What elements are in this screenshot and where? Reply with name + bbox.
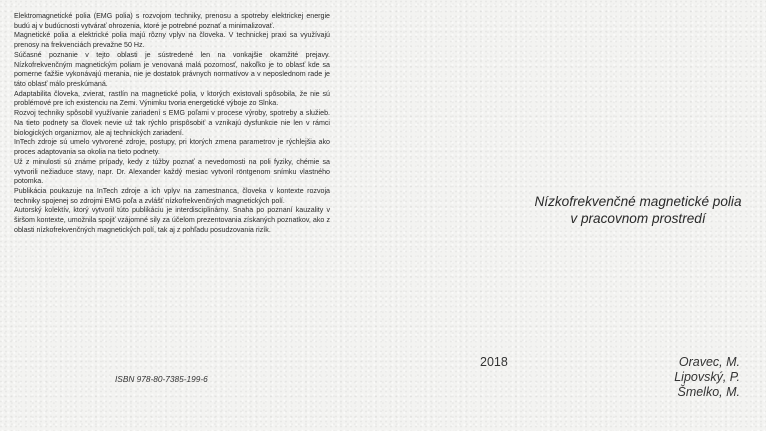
book-title-line: Nízkofrekvenčné magnetické polia xyxy=(534,194,742,209)
front-cover xyxy=(383,0,766,431)
blurb-paragraph: Autorský kolektív, ktorý vytvoril túto publikáciu je interdisciplinárny. Snaha po poznaní kauzality v širšom kontexte, umožnila spojiť vzájomné sily za účelom prezentovania získaných poznatkov, ako z oblasti nízkofrekvenčných magnetických polí, tak aj z pohľadu posudzovania rizík. xyxy=(14,206,330,234)
blurb-paragraph: InTech zdroje sú umelo vytvorené zdroje, postupy, pri ktorých zmena parametrov je rýchlejšia ako proces adaptovania sa okolia na tieto podnety. xyxy=(14,138,330,157)
blurb-paragraph: Magnetické polia a elektrické polia majú rôzny vplyv na človeka. V technickej praxi sa využívajú prenosy na frekvenciách prevažne 50 Hz. xyxy=(14,31,330,50)
back-cover-blurb xyxy=(14,12,330,236)
book-title-line: v pracovnom prostredí xyxy=(570,211,706,226)
blurb-paragraph: Publikácia poukazuje na InTech zdroje a ich vplyv na zamestnanca, človeka v kontexte rozvoja techniky spojenej so zdrojmi EMG poľa a zvlášť nízkofrekvenčných magnetických polí. xyxy=(14,186,330,205)
author-name: Lipovský, P. xyxy=(674,370,740,384)
blurb-paragraph: Rozvoj techniky spôsobil využívanie zariadení s EMG poľami v procese výroby, spotreby a služieb. Na tieto podnety sa človek nevie už tak rýchlo prispôsobiť a vznikajú dysfunkcie nie len v rámci biologických organizmov, ale aj technických zariadení. xyxy=(14,109,330,137)
blurb-paragraph: Súčasné poznanie v tejto oblasti je sústredené len na vonkajšie okamžité prejavy. Nízkofrekvenčným magnetickým poliam je venovaná malá pozornosť, nakoľko je to oblasť kde sa pomerne ťažšie vykonávajú merania, nie je dostatok právnych normatívov a v neposlednom rade je táto oblasť málo preskúmaná. xyxy=(14,50,330,89)
author-list xyxy=(674,355,740,400)
book-title xyxy=(483,193,766,227)
author-name: Šmelko, M. xyxy=(677,385,740,399)
isbn-number: ISBN 978-80-7385-199-6 xyxy=(115,374,208,384)
blurb-paragraph: Elektromagnetické polia (EMG polia) s rozvojom techniky, prenosu a spotreby elektrickej energie budú aj v budúcnosti vytvárať ohrozenia, ktoré je potrebné poznať a minimalizovať. xyxy=(14,12,330,30)
blurb-paragraph: Adaptabilita človeka, zvierat, rastlín na magnetické polia, v ktorých existovali spôsobila, že nie sú problémové pre ich existenciu na Zemi. Výnimku tvoria energetické výboje zo Slnka. xyxy=(14,89,330,108)
author-name: Oravec, M. xyxy=(678,355,740,369)
blurb-paragraph: Už z minulosti sú známe prípady, kedy z túžby poznať a nevedomosti na poli fyziky, chémie sa vytvorili nežiaduce stavy, napr. Dr. Alexander každý mesiac vytvoril röntgenom snímku vlastného potomka. xyxy=(14,157,330,186)
publication-year: 2018 xyxy=(480,355,508,369)
